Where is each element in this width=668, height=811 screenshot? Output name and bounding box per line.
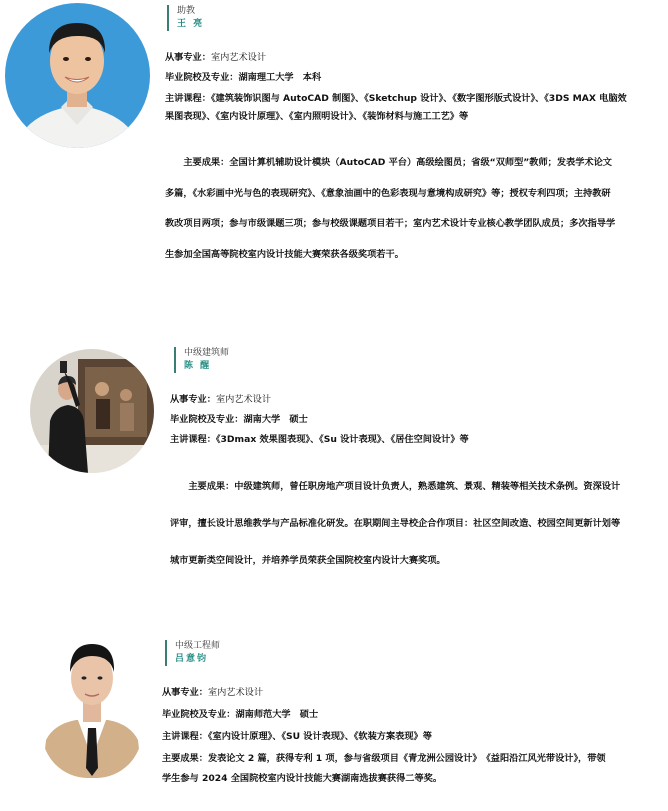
job-title: 中级建筑师 <box>184 348 230 358</box>
courses-value-line1: 《3Dmax 效果图表现》、《Su 设计表现》、《居住空间设计》等 <box>215 434 469 445</box>
avatar-photo-3 <box>42 628 142 778</box>
school-value: 湖南大学 硕士 <box>243 414 308 425</box>
job-title: 助教 <box>177 6 196 16</box>
courses-value-line2: 果图表现》、《室内设计原理》、《室内照明设计》、《装饰材料与施工工艺》等 <box>165 111 469 122</box>
person-name: 王 亮 <box>177 19 205 29</box>
major-line <box>162 686 263 700</box>
achievement-line: 主要成果：全国计算机辅助设计模块（AutoCAD 平台）高级绘图员；省级“双师型”教师；发表学术论文 <box>165 157 612 168</box>
major-value: 室内艺术设计 <box>207 687 264 698</box>
portrait-man-suit <box>42 628 142 778</box>
courses-line <box>162 730 432 744</box>
major-value: 室内艺术设计 <box>215 394 272 405</box>
major-label: 从事专业： <box>162 687 208 698</box>
achievement-line: 城市更新类空间设计，并培养学员荣获全国院校室内设计大赛奖项。 <box>170 555 446 566</box>
courses-label: 主讲课程： <box>170 434 216 445</box>
courses-value-line1: 《建筑装饰识图与 AutoCAD 制图》、《Sketchup 设计》、《数字图形版式设计》、《3DS MAX 电脑效 <box>210 93 627 104</box>
achievement-line: 教改项目两项；参与市级课题三项；参与校级课题项目若干；室内艺术设计专业核心教学团队成员；多次指导学 <box>165 218 616 229</box>
achievement-line: 发表论文 2 篇，获得专利 1 项，参与省级项目《青龙洲公园设计》 《益阳沿江风光带设计》，带领 <box>207 753 606 764</box>
job-title: 中级工程师 <box>175 641 221 651</box>
school-label: 毕业院校及专业： <box>162 709 236 720</box>
school-value: 湖南师范大学 硕士 <box>235 709 319 720</box>
courses-label: 主讲课程： <box>165 93 211 104</box>
achievements-line-1 <box>162 752 606 766</box>
achievement-line: 主要成果：中级建筑师，曾任职房地产项目设计负责人，熟悉建筑、景观、精装等相关技术条例。资深设计 <box>170 481 621 492</box>
person-name: 吕意钧 <box>175 654 209 664</box>
major-label: 从事专业： <box>170 394 216 405</box>
achievement-line: 评审，擅长设计思维教学与产品标准化研发。在职期间主导校企合作项目：社区空间改造、校园空间更新计划等 <box>170 518 621 529</box>
achievement-line: 学生参与 2024 全国院校室内设计技能大赛湖南选拔赛获得二等奖。 <box>162 773 443 784</box>
major-label: 从事专业： <box>165 52 211 63</box>
school-value: 湖南理工大学 本科 <box>238 72 322 83</box>
school-label: 毕业院校及专业： <box>170 414 244 425</box>
person-name: 陈 醒 <box>184 361 212 371</box>
courses-value-line1: 《室内设计原理》、《SU 设计表现》、《软装方案表现》等 <box>207 731 432 742</box>
achievement-line: 生参加全国高等院校室内设计技能大赛荣获各级奖项若干。 <box>165 248 404 260</box>
title-tag-3 <box>165 640 220 666</box>
school-label: 毕业院校及专业： <box>165 72 239 83</box>
major-value: 室内艺术设计 <box>210 52 267 63</box>
achievements-line-2 <box>162 772 442 786</box>
achievement-line: 多篇，《水彩画中光与色的表现研究》、《意象油画中的色彩表现与意境构成研究》等；授权专利四项；主持教研 <box>165 187 611 199</box>
school-line <box>162 708 318 722</box>
achievements-label: 主要成果： <box>162 753 208 764</box>
courses-label: 主讲课程： <box>162 731 208 742</box>
